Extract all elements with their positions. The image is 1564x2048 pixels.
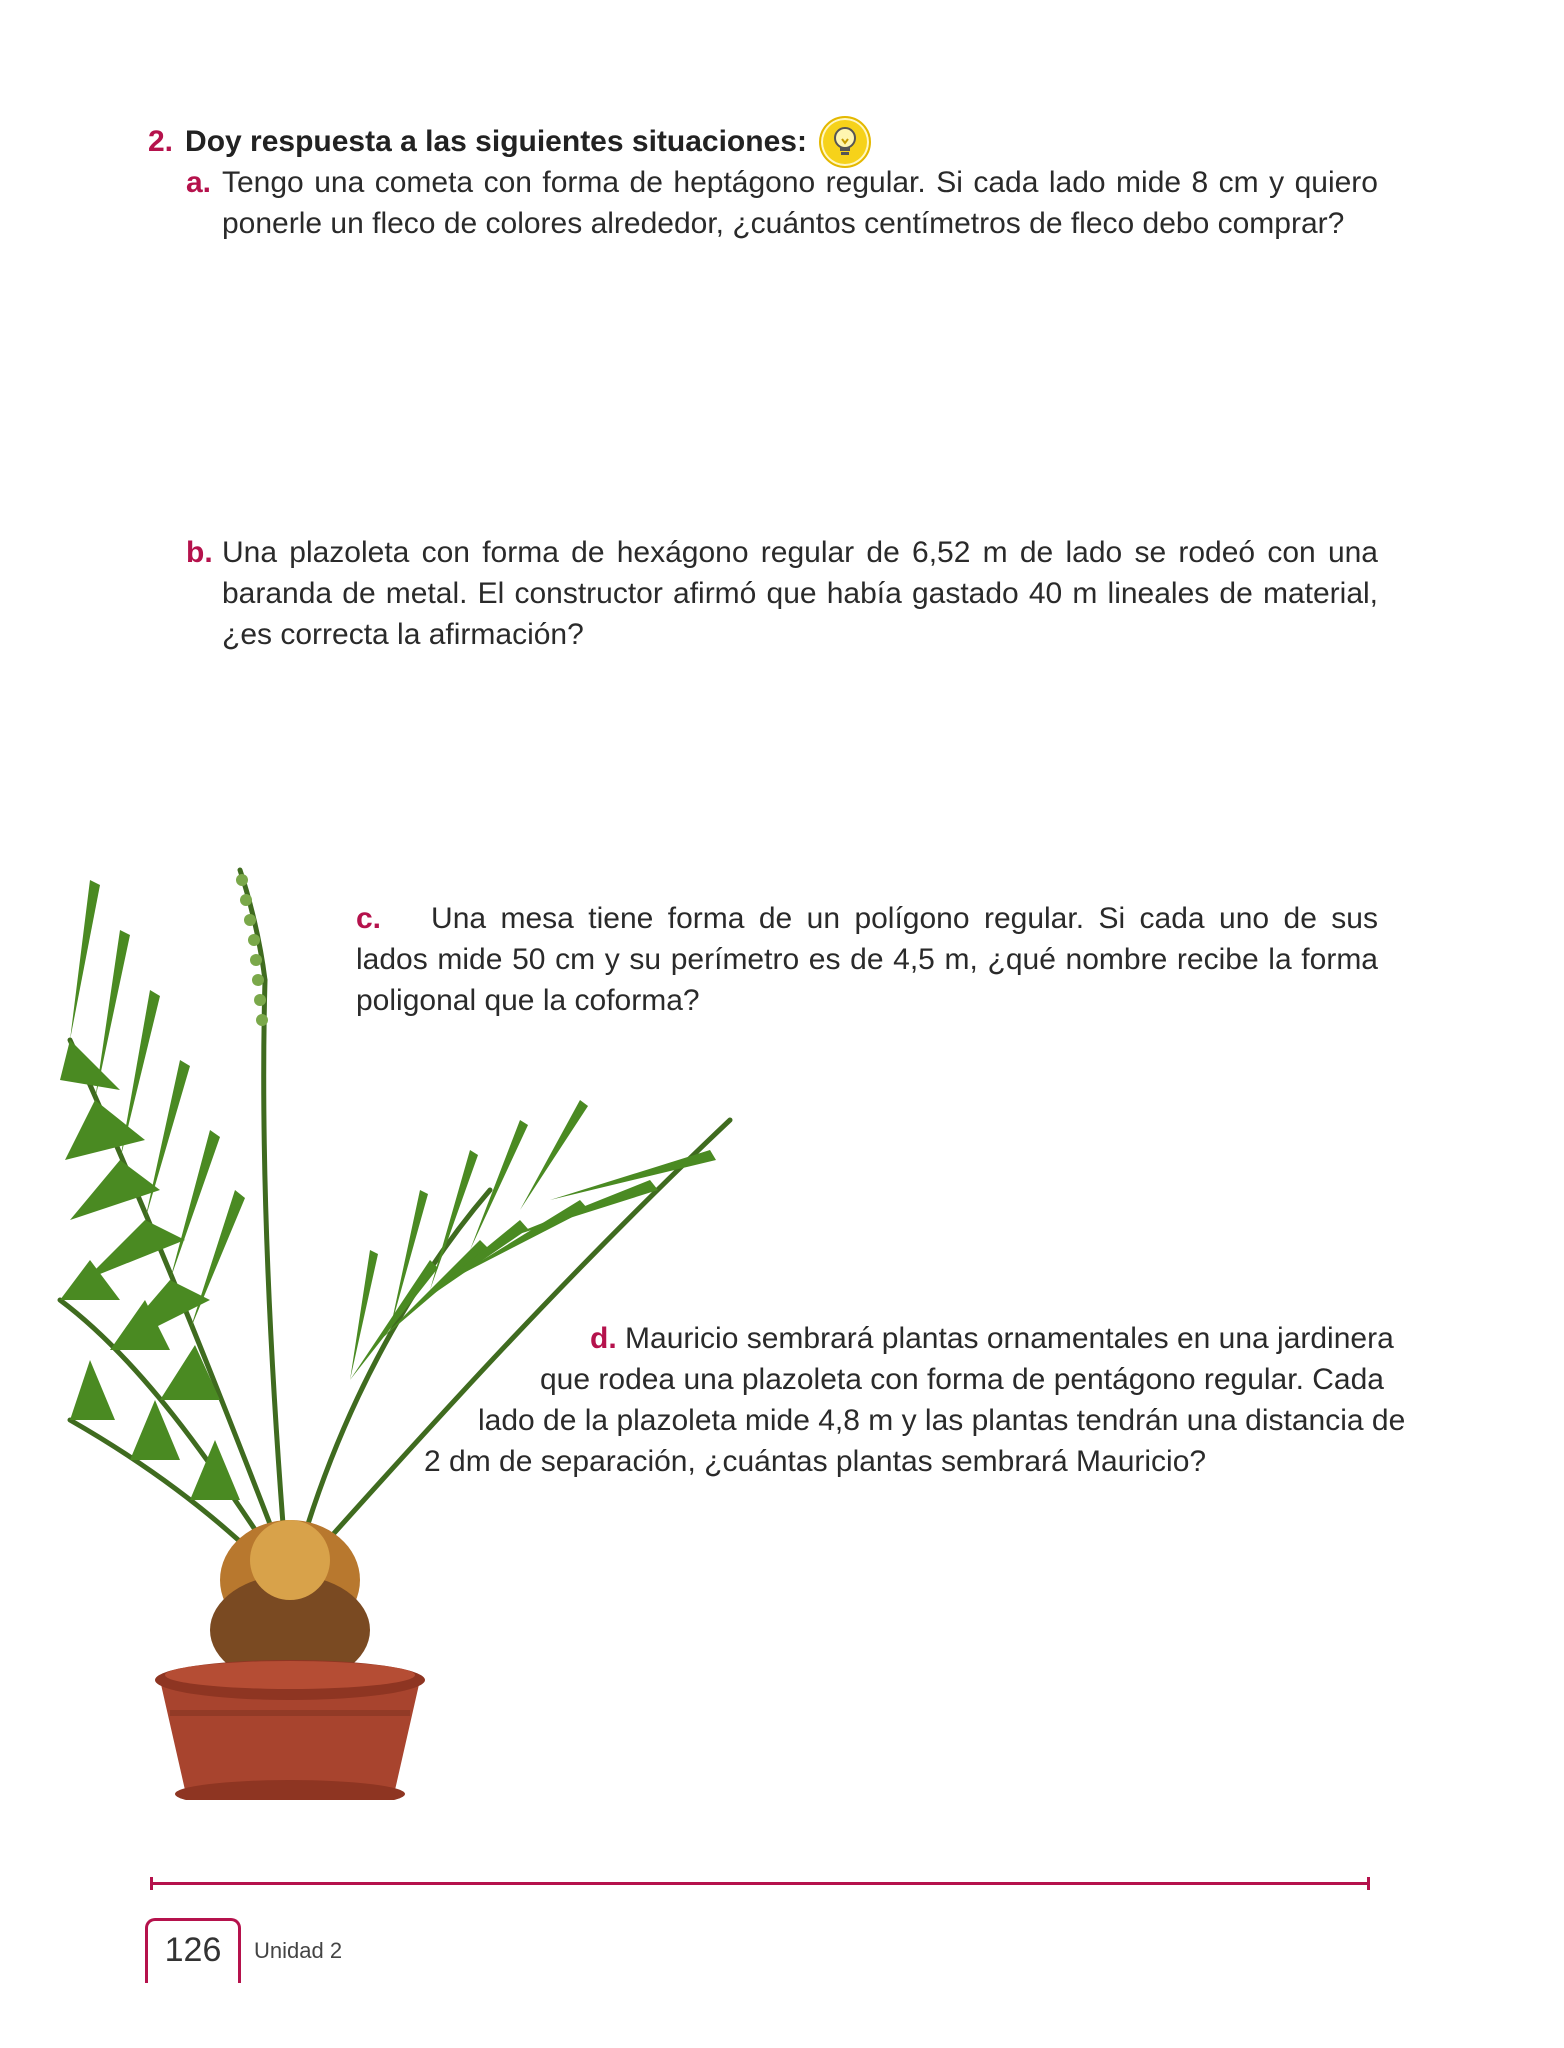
question-a [186,162,1378,244]
question-c-text: Una mesa tiene forma de un polígono regular. Si cada uno de sus lados mide 50 cm y su perímetro es de 4,5 m, ¿qué nombre recibe la forma poligonal que la coforma? [356,902,1378,1017]
question-b [186,532,1378,655]
page-number-box [145,1918,241,1983]
question-c-label: c. [356,902,382,935]
question-d-line-2: que rodea una plazoleta con forma de pentágono regular. Cada [540,1363,1384,1396]
exercise-number: 2. [148,125,174,158]
question-b-label: b. [186,536,213,569]
page-number: 126 [164,1931,222,1969]
lightbulb-icon [819,116,871,168]
question-c [356,898,1378,1021]
question-a-label: a. [186,166,212,199]
question-d [420,1318,1406,1482]
question-d-line-4: 2 dm de separación, ¿cuántas plantas sembrará Mauricio? [424,1445,1207,1478]
question-b-text: Una plazoleta con forma de hexágono regular de 6,52 m de lado se rodeó con una baranda de metal. El constructor afirmó que había gastado 40 m lineales de material, ¿es correcta la afirmación? [222,536,1378,651]
question-a-text: Tengo una cometa con forma de heptágono regular. Si cada lado mide 8 cm y quiero ponerle un fleco de colores alrededor, ¿cuántos centímetros de fleco debo comprar? [222,166,1378,240]
footer-divider [150,1882,1370,1885]
question-d-line-1: Mauricio sembrará plantas ornamentales en una jardinera [625,1322,1394,1355]
unit-label: Unidad 2 [254,1938,343,1963]
exercise-title: Doy respuesta a las siguientes situaciones: [185,125,807,158]
exercise-heading [148,116,871,168]
question-d-label: d. [590,1322,617,1355]
question-d-line-3: lado de la plazoleta mide 4,8 m y las plantas tendrán una distancia de [478,1404,1406,1437]
